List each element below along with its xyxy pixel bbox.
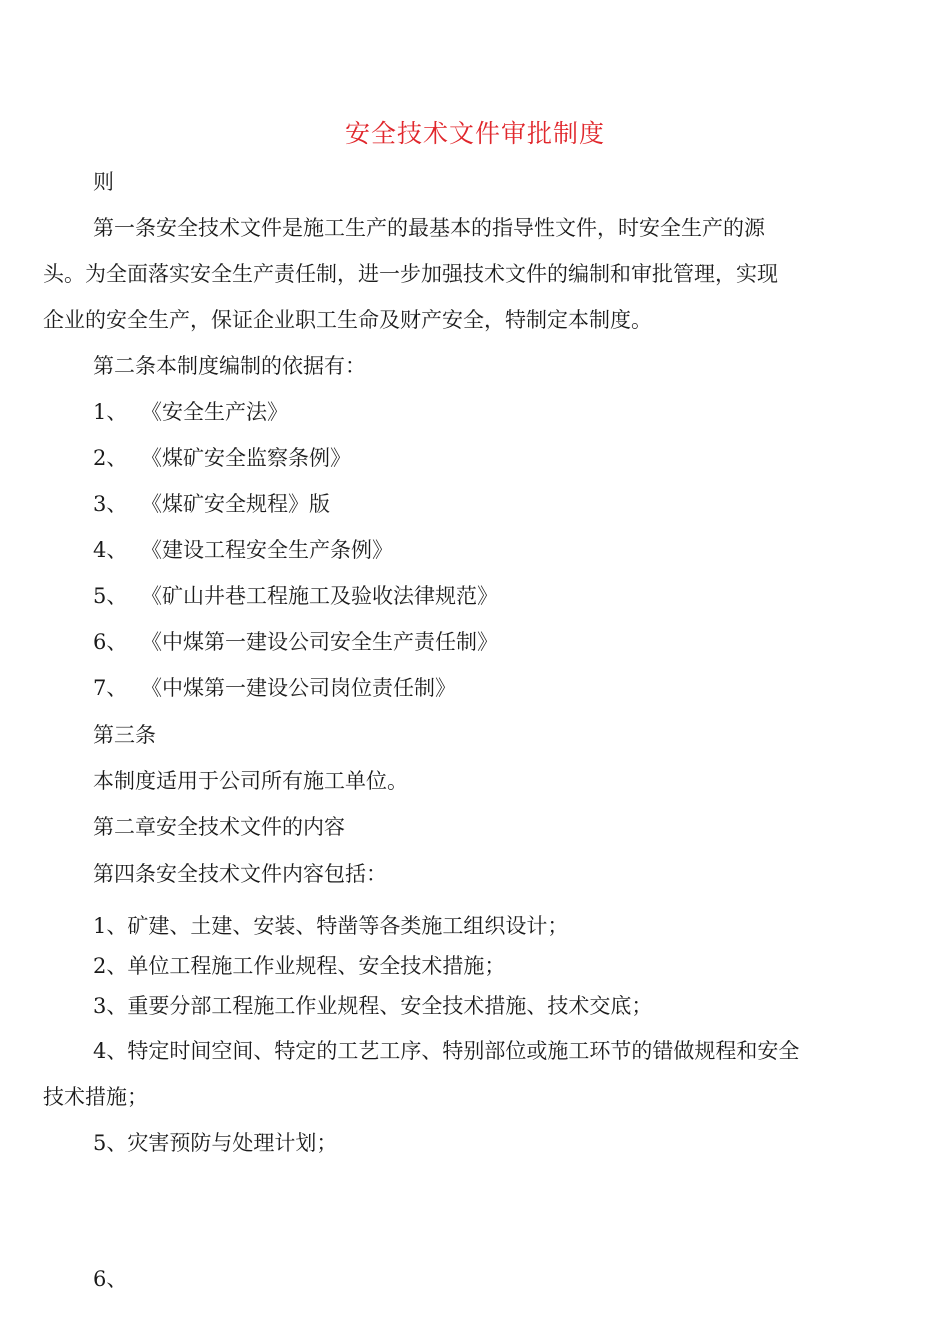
article4-heading: 第四条安全技术文件内容包括： <box>93 862 387 886</box>
article3-text: 本制度适用于公司所有施工单位。 <box>93 769 408 793</box>
list-item <box>93 535 393 565</box>
list-item-number: 3、 <box>93 492 128 516</box>
list-item <box>93 443 351 473</box>
section-general-label: 则 <box>93 170 114 194</box>
article1-line3: 企业的安全生产，保证企业职工生命及财产安全，特制定本制度。 <box>43 308 652 332</box>
article4-item3: 3、重要分部工程施工作业规程、安全技术措施、技术交底； <box>93 994 653 1018</box>
document-title: 安全技术文件审批制度 <box>344 119 605 148</box>
article1-line2: 头。为全面落实安全生产责任制，进一步加强技术文件的编制和审批管理，实现 <box>43 262 778 286</box>
article4-item1: 1、矿建、土建、安装、特凿等各类施工组织设计； <box>93 914 569 938</box>
article4-item4-line1: 4、特定时间空间、特定的工艺工序、特别部位或施工环节的错做规程和安全 <box>93 1039 800 1063</box>
list-item-text: 《中煤第一建设公司安全生产责任制》 <box>141 630 498 654</box>
list-item-number: 1、 <box>93 400 128 424</box>
list-item-text: 《安全生产法》 <box>141 400 288 424</box>
list-item-text: 《中煤第一建设公司岗位责任制》 <box>141 676 456 700</box>
list-item <box>93 673 456 703</box>
article1-line1: 第一条安全技术文件是施工生产的最基本的指导性文件，时安全生产的源 <box>93 216 765 240</box>
article4-item6: 6、 <box>93 1267 128 1291</box>
list-item <box>93 581 498 611</box>
list-item-number: 2、 <box>93 446 128 470</box>
chapter2-heading: 第二章安全技术文件的内容 <box>93 815 345 839</box>
list-item-number: 6、 <box>93 630 128 654</box>
list-item <box>93 397 288 427</box>
list-item-text: 《矿山井巷工程施工及验收法律规范》 <box>141 584 498 608</box>
article3-heading: 第三条 <box>93 723 156 747</box>
article2-heading: 第二条本制度编制的依据有： <box>93 354 366 378</box>
list-item <box>93 627 498 657</box>
list-item-number: 7、 <box>93 676 128 700</box>
list-item-text: 《建设工程安全生产条例》 <box>141 538 393 562</box>
list-item <box>93 489 330 519</box>
list-item-number: 4、 <box>93 538 128 562</box>
article4-item5: 5、灾害预防与处理计划； <box>93 1131 338 1155</box>
article4-item2: 2、单位工程施工作业规程、安全技术措施； <box>93 954 506 978</box>
article4-item4-line2: 技术措施； <box>43 1085 148 1109</box>
list-item-text: 《煤矿安全规程》版 <box>141 492 330 516</box>
list-item-number: 5、 <box>93 584 128 608</box>
list-item-text: 《煤矿安全监察条例》 <box>141 446 351 470</box>
